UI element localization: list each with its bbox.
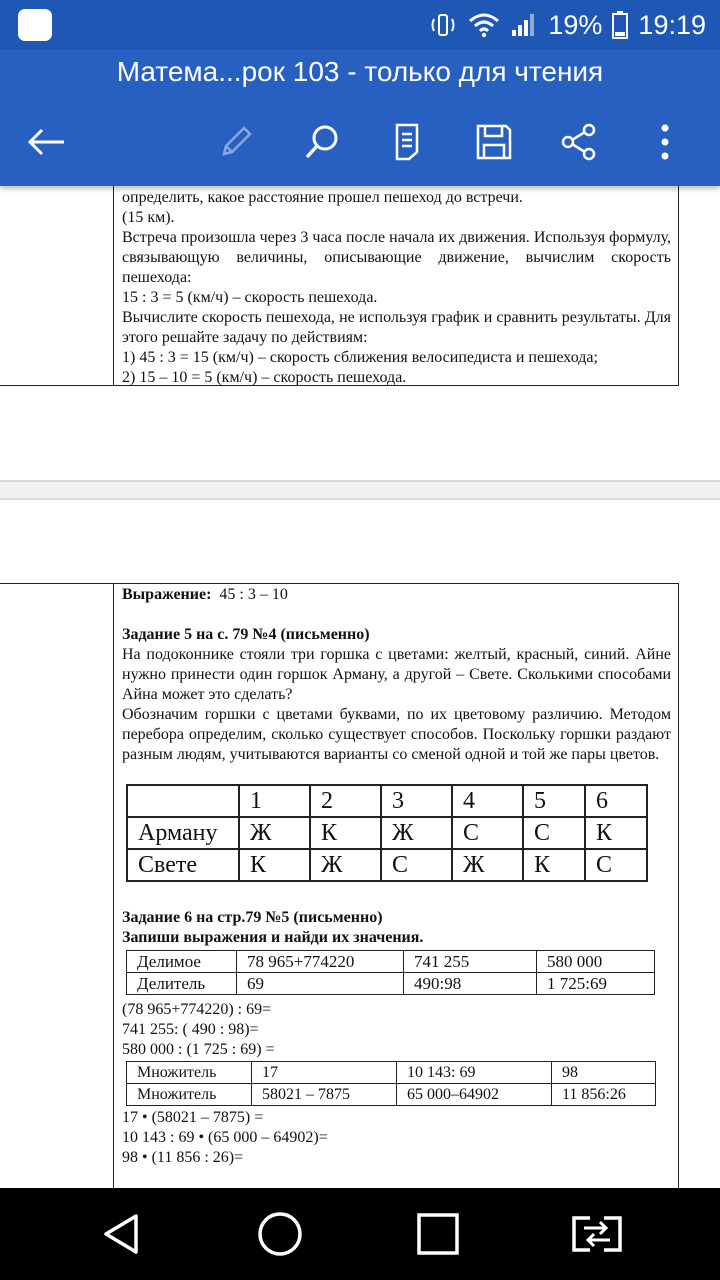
table-row [127, 1062, 656, 1084]
table-cell: К [585, 817, 647, 849]
table-cell: 17 [252, 1062, 397, 1084]
table-cell: К [523, 849, 585, 881]
expression-value: 45 : 3 – 10 [219, 586, 288, 603]
battery-icon [612, 11, 628, 39]
expression-line: 10 143 : 69 • (65 000 – 64902)= [122, 1129, 328, 1146]
table-cell: К [310, 817, 381, 849]
edit-button[interactable] [212, 118, 260, 166]
wifi-icon [468, 12, 500, 38]
combo-table [126, 784, 648, 882]
expression-label: Выражение: [122, 586, 212, 603]
expression-line: 580 000 : (1 725 : 69) = [122, 1041, 275, 1058]
save-button[interactable] [470, 118, 518, 166]
more-options-button[interactable] [641, 118, 689, 166]
signal-icon [510, 12, 538, 38]
page-1-text [122, 188, 671, 388]
nav-recents-button[interactable] [410, 1206, 466, 1262]
share-button[interactable] [555, 118, 603, 166]
task-5-solution: Обозначим горшки с цветами буквами, по их цветовому различию. Методом перебора определим, сколько существует способов. Поскольку горшки раздают разным людям, учитываются варианты со сменой одной и той же пары цветов. [122, 706, 671, 763]
page-separator [0, 480, 720, 500]
table-cell: 11 856:26 [552, 1084, 656, 1106]
table-cell: 98 [552, 1062, 656, 1084]
table-row [127, 1084, 656, 1106]
notification-app-icon [18, 9, 52, 41]
task-5-text: На подоконнике стояли три горшка с цветами: желтый, красный, синий. Айне нужно принести один горшок Арману, а другой – Свете. Сколькими способами Айна может это сделать? [122, 646, 671, 703]
text-line: (15 км). [122, 209, 175, 226]
table-cell: 78 965+774220 [237, 951, 404, 973]
text-line: 1) 45 : 3 = 15 (км/ч) – скорость сближения велосипедиста и пешехода; [122, 349, 598, 366]
back-button[interactable] [22, 118, 70, 166]
screen-mirror-icon [570, 1214, 624, 1254]
app-bar [0, 50, 720, 186]
recents-square-icon [416, 1212, 460, 1256]
page-2-text [122, 585, 671, 765]
document-title: Матема...рок 103 - только для чтения [116, 56, 604, 87]
table-cell: 65 000–64902 [397, 1084, 552, 1106]
table-cell: Арману [127, 817, 239, 849]
clock: 19:19 [638, 9, 706, 40]
table-cell: 5 [523, 785, 585, 817]
expression-line: 17 • (58021 – 7875) = [122, 1109, 264, 1126]
text-line: 2) 15 – 10 = 5 (км/ч) – скорость пешехода. [122, 369, 407, 386]
search-icon [302, 122, 342, 162]
division-table [126, 950, 655, 995]
table-row [127, 849, 647, 881]
table-cell: Ж [381, 817, 452, 849]
table-cell: 69 [237, 973, 404, 995]
search-button[interactable] [298, 118, 346, 166]
text-paragraph: Вычислите скорость пешехода, не используя график и сравнить результаты. Для этого решайте задачу по действиям: [122, 309, 671, 346]
more-vert-icon [659, 122, 671, 162]
table-cell: С [452, 817, 523, 849]
nav-screen-mirror-button[interactable] [569, 1206, 625, 1262]
table-cell: 580 000 [537, 951, 655, 973]
table-row [127, 817, 647, 849]
table-cell: Делимое [127, 951, 237, 973]
division-expressions [122, 1000, 671, 1060]
vibrate-icon [428, 12, 458, 38]
table-cell: 1 725:69 [537, 973, 655, 995]
table-cell: С [381, 849, 452, 881]
battery-percent: 19% [548, 9, 603, 40]
table-cell: Ж [452, 849, 523, 881]
multiplication-expressions [122, 1108, 671, 1168]
table-cell: 490:98 [404, 973, 537, 995]
task-6-subtitle: Запиши выражения и найди их значения. [122, 929, 424, 946]
task-6-header [122, 908, 671, 948]
task-6-title: Задание 6 на стр.79 №5 (письменно) [122, 909, 383, 926]
reading-view-icon [390, 122, 424, 162]
home-circle-icon [256, 1210, 304, 1258]
table-cell: Ж [239, 817, 310, 849]
table-cell: С [585, 849, 647, 881]
toolbar [0, 112, 720, 172]
share-icon [559, 122, 599, 162]
table-cell: 741 255 [404, 951, 537, 973]
table-cell: 3 [381, 785, 452, 817]
table-cell [127, 785, 239, 817]
status-indicators [428, 8, 706, 42]
nav-home-button[interactable] [252, 1206, 308, 1262]
table-cell: Ж [310, 849, 381, 881]
table-cell: Делитель [127, 973, 237, 995]
back-arrow-icon [26, 126, 66, 158]
table-cell: Множитель [127, 1084, 252, 1106]
text-paragraph: Встреча произошла через 3 часа после начала их движения. Используя формулу, связывающую величины, описывающие движение, вычислим скорость пешехода: [122, 229, 671, 286]
back-triangle-icon [100, 1212, 144, 1256]
table-cell: 2 [310, 785, 381, 817]
text-line: 15 : 3 = 5 (км/ч) – скорость пешехода. [122, 289, 378, 306]
table-cell: 6 [585, 785, 647, 817]
save-icon [474, 122, 514, 162]
table-cell: Множитель [127, 1062, 252, 1084]
table-divider [113, 583, 114, 1188]
table-row [127, 951, 655, 973]
navigation-bar [0, 1188, 720, 1280]
table-cell: 4 [452, 785, 523, 817]
expression-line: 741 255: ( 490 : 98)= [122, 1021, 259, 1038]
table-cell: С [523, 817, 585, 849]
expression-line: (78 965+774220) : 69= [122, 1001, 272, 1018]
table-divider [113, 186, 114, 386]
table-row [127, 973, 655, 995]
table-cell: 10 143: 69 [397, 1062, 552, 1084]
text-line: определить, какое расстояние прошел пешеход до встречи. [122, 189, 523, 206]
pencil-icon [216, 122, 256, 162]
reading-view-button[interactable] [383, 118, 431, 166]
task-5-title: Задание 5 на с. 79 №4 (письменно) [122, 626, 370, 643]
table-cell: 58021 – 7875 [252, 1084, 397, 1106]
expression-line: 98 • (11 856 : 26)= [122, 1149, 244, 1166]
table-cell: 1 [239, 785, 310, 817]
status-bar [0, 0, 720, 50]
document-viewer[interactable] [0, 186, 720, 1188]
nav-back-button[interactable] [94, 1206, 150, 1262]
table-cell: Свете [127, 849, 239, 881]
multiplier-table [126, 1061, 656, 1106]
table-cell: К [239, 849, 310, 881]
table-row [127, 785, 647, 817]
